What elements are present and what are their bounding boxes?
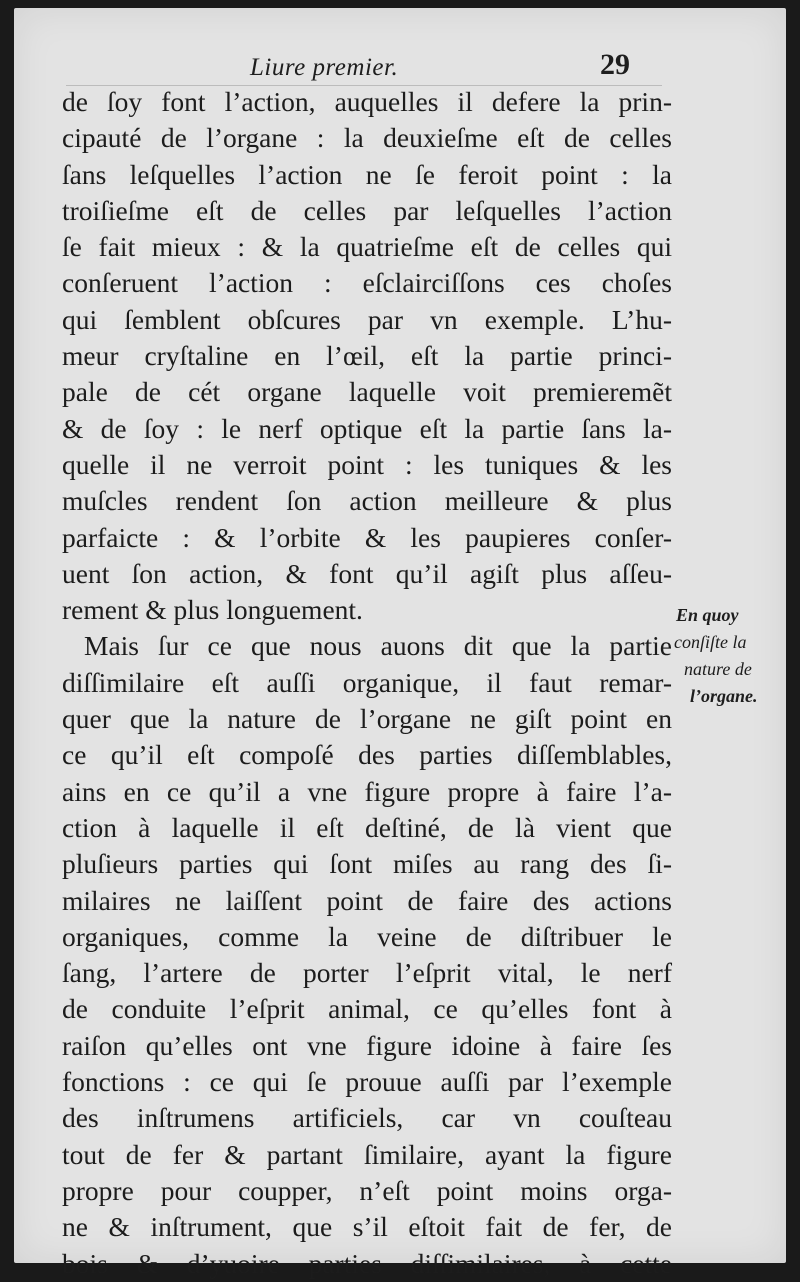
text-line: ſans leſquelles l’action ne ſe feroit point : la <box>62 158 672 190</box>
text-line: diſſimilaire eſt auſſi organique, il faut remar- <box>62 666 672 698</box>
text-line: de ſoy font l’action, auquelles il defere la prin- <box>62 86 672 117</box>
text-line: & de ſoy : le nerf optique eſt la partie ſans la- <box>62 412 672 444</box>
text-line: milaires ne laiſſent point de faire des actions <box>62 884 672 916</box>
text-line: ne & inſtrument, que s’il eſtoit fait de fer, de <box>62 1211 672 1243</box>
text-line: meur cryſtaline en l’œil, eſt la partie princi- <box>62 340 672 372</box>
text-line: conſeruent l’action : eſclairciſſons ces choſes <box>62 267 672 299</box>
text-line: troiſieſme eſt de celles par leſquelles l’action <box>62 194 672 226</box>
text-line: quer que la nature de l’organe ne giſt point en <box>62 703 672 735</box>
text-line: pale de cét organe laquelle voit premieremẽt <box>62 376 672 408</box>
margin-note-line: En quoy <box>676 605 739 625</box>
margin-note-line: conſiſte la <box>674 632 747 652</box>
text-line: muſcles rendent ſon action meilleure & plus <box>62 485 672 517</box>
book-page <box>14 8 786 1279</box>
running-head: Liure premier. <box>250 54 399 81</box>
text-line: organiques, comme la veine de diſtribuer le <box>62 920 672 952</box>
text-line: cipauté de l’organe : la deuxieſme eſt de celles <box>62 122 672 154</box>
text-line: ains en ce qu’il a vne figure propre à faire l’a- <box>62 775 672 807</box>
text-line: parfaicte : & l’orbite & les paupieres conſer- <box>62 521 672 553</box>
text-line: des inſtrumens artificiels, car vn couſteau <box>62 1102 672 1134</box>
text-line: ction à laquelle il eſt deſtiné, de là vient que <box>62 811 672 843</box>
text-line: raiſon qu’elles ont vne figure idoine à faire ſes <box>62 1029 672 1061</box>
text-line: de conduite l’eſprit animal, ce qu’elles font à <box>62 993 672 1025</box>
text-line: qui ſemblent obſcures par vn exemple. L’hu- <box>62 303 672 335</box>
text-line: uent ſon action, & font qu’il agiſt plus aſſeu- <box>62 557 672 589</box>
margin-note-line: nature de <box>684 659 752 679</box>
text-line: rement & plus longuement. <box>62 594 363 626</box>
body-text <box>62 84 672 1282</box>
text-line: pluſieurs parties qui ſont miſes au rang des ſi- <box>62 848 672 880</box>
text-line: tout de fer & partant ſimilaire, ayant la figure <box>62 1138 672 1170</box>
margin-note <box>674 602 792 710</box>
text-line: bois & d’yuoire parties diſſimilaires, à cette <box>62 1247 672 1279</box>
text-line: fonctions : ce qui ſe prouue auſſi par l’exemple <box>62 1066 672 1098</box>
margin-note-line: l’organe. <box>690 686 758 706</box>
page-number: 29 <box>600 48 630 81</box>
text-line: propre pour coupper, n’eſt point moins orga- <box>62 1174 672 1206</box>
text-line: ſe fait mieux : & la quatrieſme eſt de celles qui <box>62 231 672 263</box>
text-line: quelle il ne verroit point : les tuniques & les <box>62 448 672 480</box>
text-line: ſang, l’artere de porter l’eſprit vital, le nerf <box>62 957 672 989</box>
text-line: ce qu’il eſt compoſé des parties diſſemblables, <box>62 739 672 771</box>
paragraph-start-line: Mais ſur ce que nous auons dit que la partie <box>84 630 672 662</box>
